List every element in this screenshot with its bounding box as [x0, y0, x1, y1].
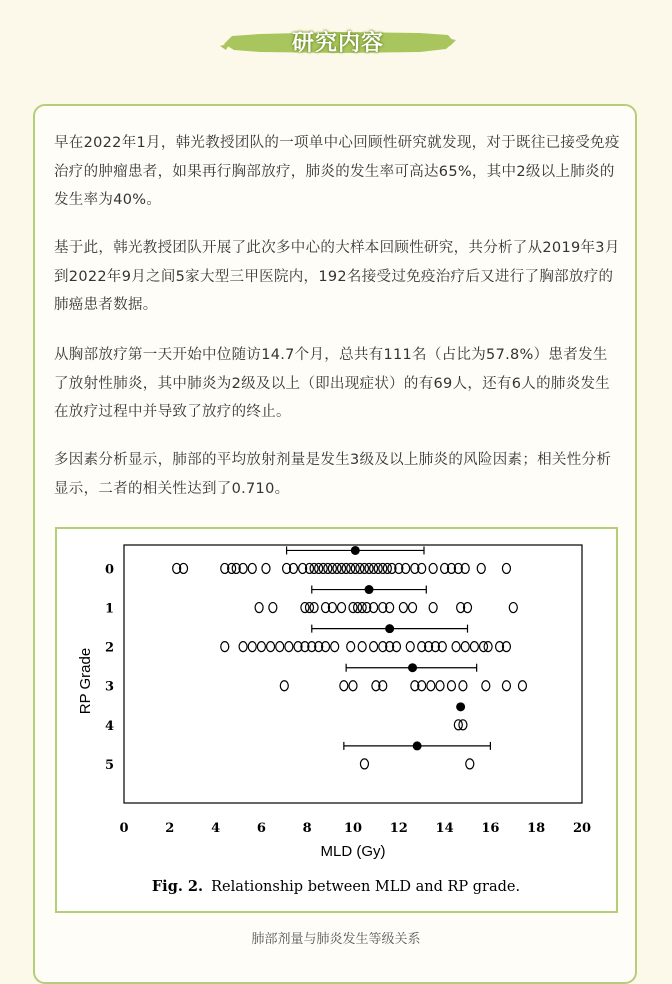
- data-point: [427, 681, 435, 691]
- data-point: [262, 563, 270, 573]
- y-axis-label: RP Grade: [77, 647, 94, 715]
- x-tick-label: 12: [389, 821, 408, 836]
- data-point: [239, 642, 247, 652]
- y-tick-label: 0: [104, 562, 114, 578]
- figure-caption: [152, 878, 520, 895]
- data-point: [267, 642, 275, 652]
- data-point: [502, 563, 510, 573]
- data-point: [269, 603, 277, 613]
- mean-marker: [413, 741, 422, 750]
- plot-area: [124, 545, 582, 803]
- data-point: [347, 642, 355, 652]
- x-tick-label: 20: [572, 821, 592, 836]
- y-tick-label: 2: [104, 640, 114, 656]
- data-point: [276, 642, 284, 652]
- data-point: [360, 759, 368, 769]
- x-tick-label: 14: [435, 821, 454, 836]
- paragraph-1: 早在2022年1月，韩光教授团队的一项单中心回顾性研究就发现，对于既往已接受免疫治疗的肿瘤患者，如果再行胸部放疗，肺炎的发生率可高达65%，其中2级以上肺炎的发生率为40%。: [54, 135, 620, 208]
- data-point: [248, 642, 256, 652]
- data-point: [349, 681, 357, 691]
- data-point: [358, 642, 366, 652]
- figure-caption-text: Relationship between MLD and RP grade.: [211, 879, 521, 895]
- data-point: [470, 642, 478, 652]
- y-tick-label: 3: [104, 679, 114, 695]
- data-point: [370, 642, 378, 652]
- mean-marker: [456, 702, 465, 711]
- mean-marker: [408, 663, 417, 672]
- x-tick-label: 10: [343, 821, 363, 836]
- paragraph-2: 基于此，韩光教授团队开展了此次多中心的大样本回顾性研究，共分析了从2019年3月到2022年9月之间5家大型三甲医院内，192名接受过免疫治疗后又进行了胸部放疗的肺癌患者数据。: [54, 240, 620, 313]
- y-tick-label: 1: [104, 601, 114, 617]
- data-point: [399, 603, 407, 613]
- x-tick-label: 0: [119, 821, 129, 836]
- scatter-chart: [57, 529, 615, 910]
- data-point: [257, 642, 265, 652]
- data-point: [482, 681, 490, 691]
- x-tick-label: 4: [211, 821, 221, 836]
- paragraph-3: 从胸部放疗第一天开始中位随访14.7个月，总共有111名（占比为57.8%）患者发生了放射性肺炎，其中肺炎为2级及以上（即出现症状）的有69人，还有6人的肺炎发生在放疗过程中并导致了放疗的终止。: [54, 347, 611, 420]
- data-point: [338, 603, 346, 613]
- data-point: [340, 681, 348, 691]
- figure-frame: [55, 527, 618, 913]
- data-point: [436, 681, 444, 691]
- data-point: [447, 681, 455, 691]
- data-point: [502, 681, 510, 691]
- data-point: [221, 642, 229, 652]
- paragraph-4: 多因素分析显示，肺部的平均放射剂量是发生3级及以上肺炎的风险因素；相关性分析显示，二者的相关性达到了0.710。: [54, 452, 612, 497]
- data-point: [280, 681, 288, 691]
- data-point: [518, 681, 526, 691]
- data-point: [331, 642, 339, 652]
- data-point: [406, 642, 414, 652]
- y-tick-label: 5: [104, 757, 114, 773]
- data-point: [429, 563, 437, 573]
- x-tick-label: 2: [165, 821, 175, 836]
- section-banner: [220, 22, 456, 62]
- mean-marker: [365, 585, 374, 594]
- y-tick-label: 4: [104, 718, 114, 734]
- data-point: [461, 642, 469, 652]
- data-point: [429, 603, 437, 613]
- mean-marker: [385, 624, 394, 633]
- section-title: 研究内容: [291, 31, 384, 56]
- mean-marker: [351, 546, 360, 555]
- x-tick-label: 18: [527, 821, 546, 836]
- data-point: [459, 681, 467, 691]
- figure-caption-label: Fig. 2.: [151, 878, 204, 895]
- x-tick-label: 6: [256, 821, 266, 836]
- image-caption: 肺部剂量与肺炎发生等级关系: [251, 932, 421, 947]
- data-point: [409, 603, 417, 613]
- data-point: [255, 603, 263, 613]
- data-point: [509, 603, 517, 613]
- x-tick-label: 16: [481, 821, 500, 836]
- data-point: [248, 563, 256, 573]
- x-axis-label: MLD (Gy): [320, 843, 386, 860]
- data-point: [466, 759, 474, 769]
- data-point: [285, 642, 293, 652]
- data-point: [452, 642, 460, 652]
- x-tick-label: 8: [302, 821, 312, 836]
- data-point: [477, 563, 485, 573]
